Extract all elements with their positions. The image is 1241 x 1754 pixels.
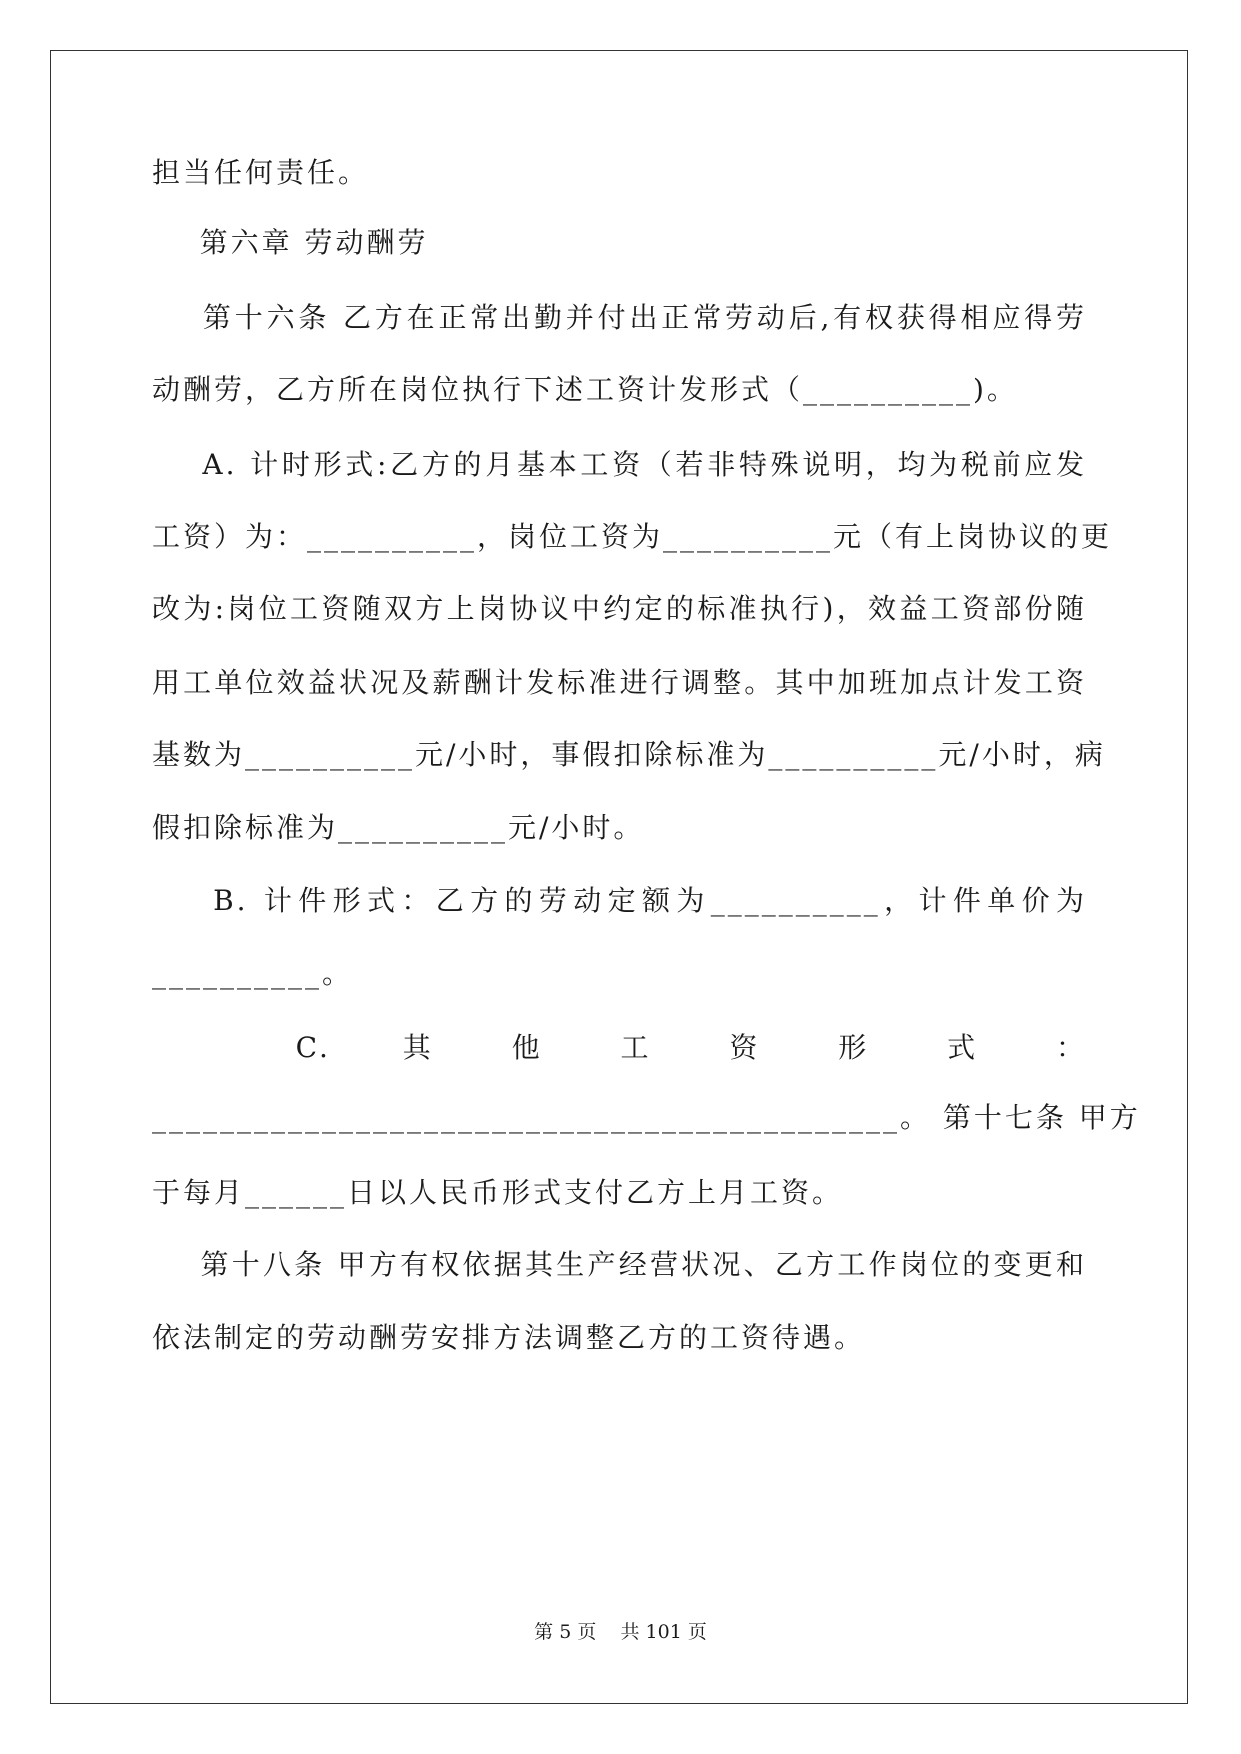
body-line: 工资）为：__________，岗位工资为__________元（有上岗协议的更 (152, 520, 1113, 553)
page-border (50, 50, 1188, 1704)
body-line: 改为:岗位工资随双方上岗协议中约定的标准执行)，效益工资部份随 (152, 592, 1087, 625)
body-line: 于每月______日以人民币形式支付乙方上月工资。 (152, 1176, 844, 1209)
body-line: C. 其 他 工 资 形 式 ： (152, 1031, 1087, 1064)
body-line: 假扣除标准为__________元/小时。 (152, 811, 645, 844)
body-line: 动酬劳，乙方所在岗位执行下述工资计发形式（__________)。 (152, 373, 1018, 406)
chapter-heading: 第六章 劳动酬劳 (152, 226, 429, 259)
body-line: ____________________________________________。 第十七条 甲方 (152, 1101, 1141, 1134)
body-line: 第十六条 乙方在正常出勤并付出正常劳动后,有权获得相应得劳 (152, 301, 1087, 334)
body-line: A. 计时形式:乙方的月基本工资（若非特殊说明，均为税前应发 (152, 448, 1087, 481)
body-line: __________。 (152, 957, 354, 990)
body-line: 用工单位效益状况及薪酬计发标准进行调整。其中加班加点计发工资 (152, 666, 1087, 699)
body-line: B. 计件形式：乙方的劳动定额为__________，计件单价为 (152, 884, 1087, 917)
body-line: 担当任何责任。 (152, 156, 370, 189)
body-line: 基数为__________元/小时，事假扣除标准为__________元/小时，病 (152, 738, 1106, 771)
page-number-footer: 第 5 页 共 101 页 (534, 1621, 707, 1643)
body-line: 依法制定的劳动酬劳安排方法调整乙方的工资待遇。 (152, 1321, 866, 1354)
body-line: 第十八条 甲方有权依据其生产经营状况、乙方工作岗位的变更和 (152, 1248, 1087, 1281)
